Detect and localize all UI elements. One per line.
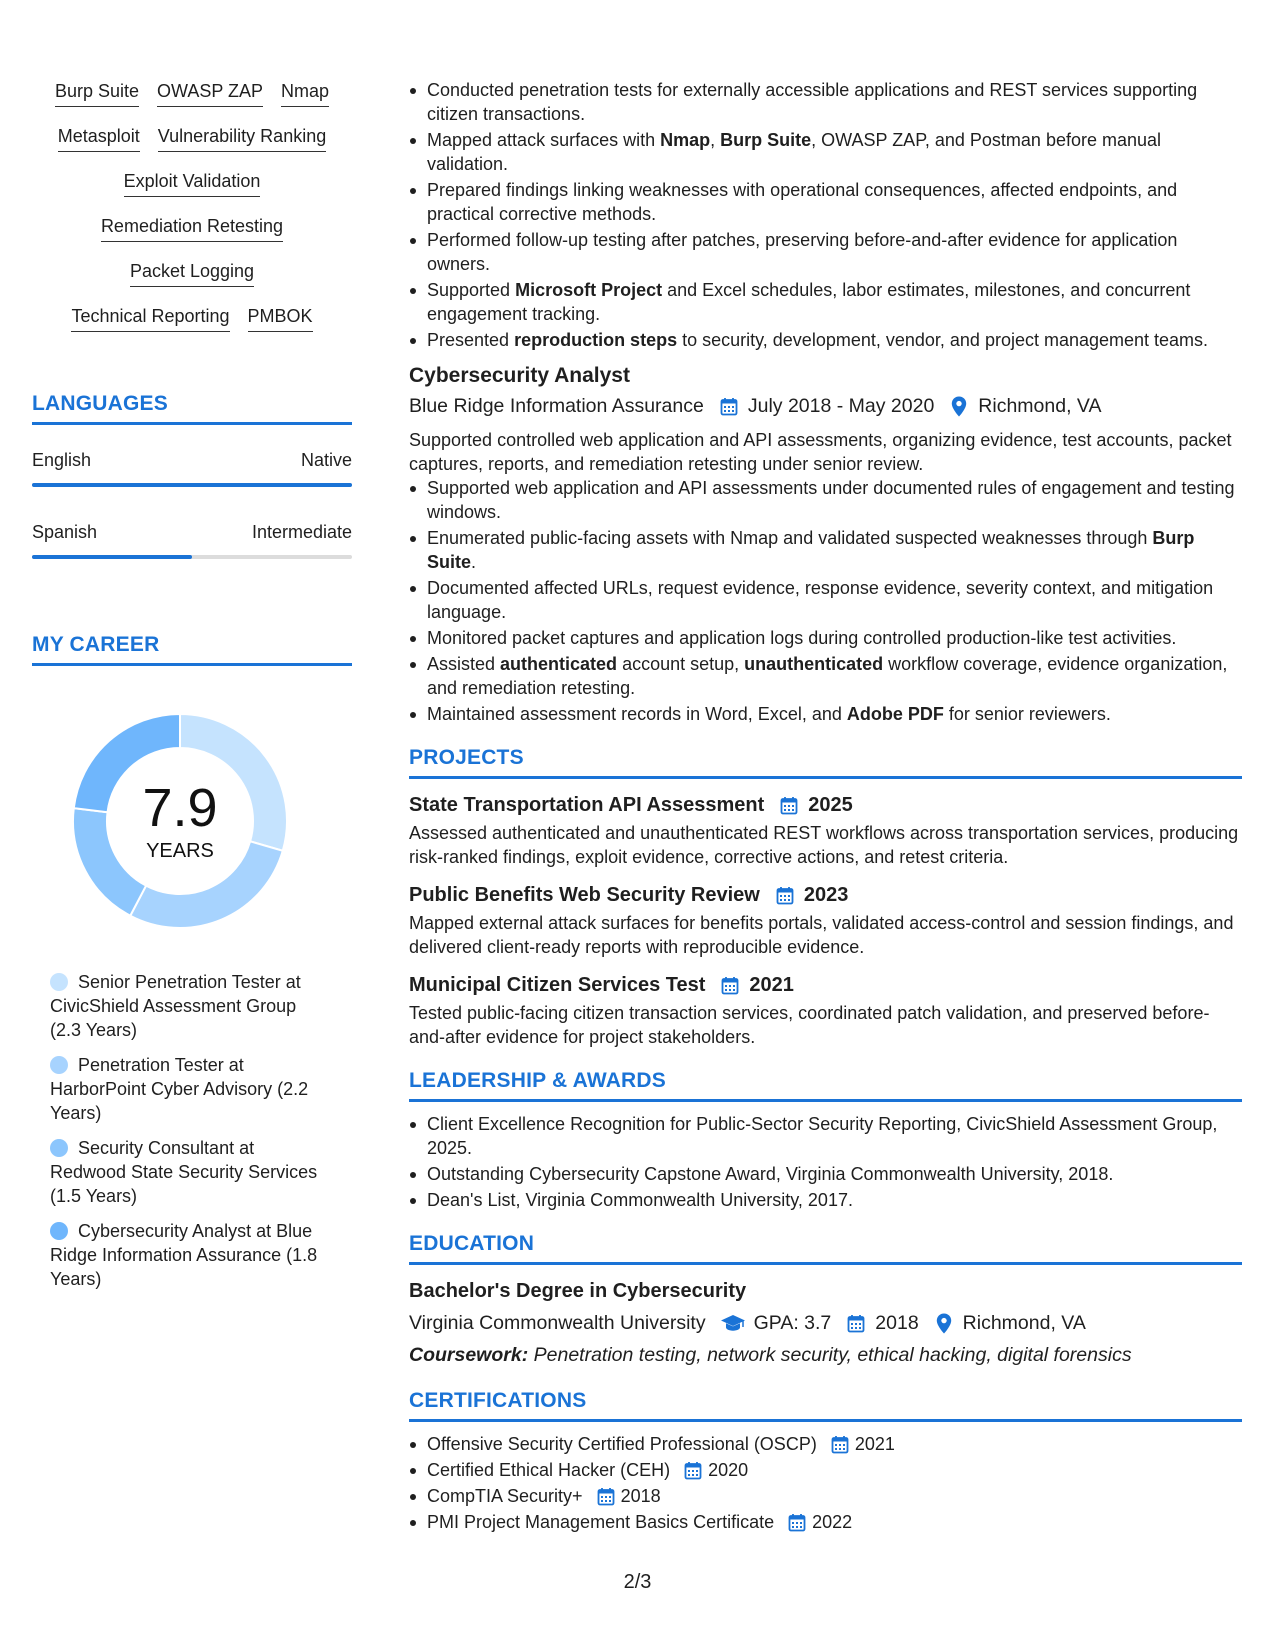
- coursework-text: Penetration testing, network security, ethical hacking, digital forensics: [533, 1344, 1132, 1366]
- education-location: Richmond, VA: [962, 1312, 1086, 1334]
- project-description: Assessed authenticated and unauthenticated REST workflows across transportation services, producing risk-ranked findings, exploit evidence, corrective actions, and retest criteria.: [409, 823, 1239, 867]
- skill-tag: PMBOK: [248, 305, 313, 332]
- calendar-icon: [682, 1459, 704, 1481]
- languages-section: [32, 392, 352, 559]
- certifications-section: [409, 1389, 1242, 1534]
- bullet-text: Presented: [427, 330, 515, 350]
- skill-tag: Exploit Validation: [124, 170, 261, 197]
- bullet-item: [409, 278, 1242, 326]
- career-legend-text: Penetration Tester at HarborPoint Cyber Advisory (2.2 Years): [50, 1055, 309, 1123]
- right-column: [409, 78, 1242, 1536]
- legend-dot: [50, 973, 68, 991]
- certification-name: Certified Ethical Hacker (CEH): [427, 1460, 671, 1480]
- bullet-text: Assisted: [427, 654, 501, 674]
- calendar-icon: [829, 1433, 851, 1455]
- skills-row: [32, 170, 352, 215]
- graduation-cap-icon: [720, 1312, 746, 1334]
- bullet-item: [409, 702, 1242, 726]
- bold-keyword: Microsoft Project: [515, 280, 663, 300]
- skill-tag: Nmap: [281, 80, 329, 107]
- career-legend-text: Security Consultant at Redwood State Security Services (1.5 Years): [50, 1138, 318, 1206]
- bullet-text: account setup,: [617, 654, 745, 674]
- job-location: Richmond, VA: [978, 395, 1102, 417]
- calendar-icon: [718, 395, 740, 417]
- career-legend-item: [50, 970, 320, 1042]
- skill-tag: Vulnerability Ranking: [158, 125, 326, 152]
- language-level: Native: [300, 450, 352, 470]
- legend-dot: [50, 1056, 68, 1074]
- location-pin-icon: [948, 395, 970, 417]
- project-title-row: [409, 791, 1242, 819]
- language-level-bar: [32, 483, 352, 487]
- coursework: [409, 1341, 1242, 1369]
- skill-tag: Technical Reporting: [71, 305, 229, 332]
- language-row: [32, 449, 352, 471]
- certifications-heading: CERTIFICATIONS: [409, 1389, 587, 1412]
- bold-keyword: authenticated: [500, 654, 618, 674]
- calendar-icon: [595, 1485, 617, 1507]
- bullet-text: ,: [710, 130, 721, 150]
- skill-tag: Metasploit: [58, 125, 140, 152]
- certification-year: 2022: [812, 1512, 853, 1532]
- language-level: Intermediate: [251, 522, 352, 542]
- bullet-text: Maintained assessment records in Word, Excel, and: [427, 704, 847, 724]
- career-legend-text: Cybersecurity Analyst at Blue Ridge Information Assurance (1.8 Years): [50, 1221, 318, 1289]
- bullet-item: [409, 328, 1242, 352]
- leadership-section: [409, 1069, 1242, 1212]
- bullet-text: Prepared findings linking weaknesses with operational consequences, affected endpoints, and practical corrective methods.: [427, 180, 1178, 224]
- bold-keyword: unauthenticated: [744, 654, 884, 674]
- left-column: [32, 80, 352, 1302]
- bold-keyword: reproduction steps: [514, 330, 678, 350]
- project-description: Tested public-facing citizen transaction services, coordinated patch validation, and preserved before-and-after evidence for project stakeholders.: [409, 1003, 1210, 1047]
- language-level-fill: [32, 483, 352, 487]
- skills-row: [32, 305, 352, 350]
- bullet-text: for senior reviewers.: [943, 704, 1111, 724]
- bullet-item: [409, 228, 1242, 276]
- award-item: Client Excellence Recognition for Public-Sector Security Reporting, CivicShield Assessment Group, 2025.: [409, 1112, 1242, 1160]
- skills-row: [32, 125, 352, 170]
- language-item: [32, 449, 352, 487]
- bullet-item: [409, 78, 1242, 126]
- language-name: Spanish: [32, 522, 98, 542]
- bullet-text: to security, development, vendor, and project management teams.: [677, 330, 1209, 350]
- bullet-text: .: [471, 552, 477, 572]
- certifications-list: [409, 1432, 1242, 1534]
- job-summary: Supported controlled web application and API assessments, organizing evidence, test accounts, packet captures, reports, and remediation retesting under senior review.: [409, 430, 1232, 474]
- languages-heading: LANGUAGES: [32, 392, 168, 415]
- section-rule: [32, 663, 352, 666]
- project-name: Municipal Citizen Services Test: [409, 974, 706, 996]
- job-dates: July 2018 - May 2020: [747, 395, 935, 417]
- certification-year: 2018: [620, 1486, 661, 1506]
- section-rule: [409, 1262, 1242, 1265]
- certification-name: CompTIA Security+: [427, 1486, 583, 1506]
- calendar-icon: [786, 1511, 808, 1533]
- bullet-item: [409, 128, 1242, 176]
- bullet-text: Monitored packet captures and application logs during controlled production-like test activities.: [427, 628, 1177, 648]
- project-name: Public Benefits Web Security Review: [409, 884, 760, 906]
- bullet-text: and Excel schedules, labor estimates, milestones, and concurrent engagement tracking.: [427, 280, 1191, 324]
- language-row: [32, 521, 352, 543]
- skill-tag: OWASP ZAP: [157, 80, 263, 107]
- project-year: 2023: [803, 884, 849, 906]
- project-title-row: [409, 881, 1242, 909]
- coursework-label: Coursework:: [409, 1344, 529, 1366]
- degree-title: Bachelor's Degree in Cybersecurity: [409, 1280, 747, 1302]
- legend-dot: [50, 1222, 68, 1240]
- project-year: 2025: [808, 794, 853, 816]
- legend-dot: [50, 1139, 68, 1157]
- bullet-text: Enumerated public-facing assets with Nmap and validated suspected weaknesses through: [427, 528, 1153, 548]
- bullet-text: Mapped attack surfaces with: [427, 130, 661, 150]
- bold-keyword: Burp Suite: [427, 528, 1195, 572]
- page-number: 2/3: [623, 1571, 652, 1593]
- bullet-item: [409, 476, 1242, 524]
- education-section: [409, 1232, 1242, 1369]
- calendar-icon: [719, 974, 741, 996]
- bullet-item: [409, 526, 1242, 574]
- section-rule: [409, 1099, 1242, 1102]
- skills-row: [32, 260, 352, 305]
- bullet-item: [409, 652, 1242, 700]
- leadership-list: [409, 1112, 1242, 1212]
- graduation-year: 2018: [875, 1312, 919, 1334]
- career-legend-text: Senior Penetration Tester at CivicShield Assessment Group (2.3 Years): [50, 972, 301, 1040]
- job-meta: [409, 392, 1242, 420]
- bold-keyword: Nmap: [660, 130, 711, 150]
- section-rule: [409, 1419, 1242, 1422]
- donut-center: [65, 706, 295, 936]
- leadership-heading: LEADERSHIP & AWARDS: [409, 1069, 666, 1092]
- bullet-item: [409, 178, 1242, 226]
- career-legend-item: [50, 1136, 320, 1208]
- total-years-unit: YEARS: [146, 839, 214, 862]
- skill-tag: Packet Logging: [130, 260, 254, 287]
- certification-name: PMI Project Management Basics Certificate: [427, 1512, 775, 1532]
- bold-keyword: Burp Suite: [720, 130, 812, 150]
- bullet-text: Supported: [427, 280, 516, 300]
- certification-item: [409, 1458, 1242, 1482]
- previous-job-bullets: [409, 78, 1242, 352]
- calendar-icon: [774, 884, 796, 906]
- certification-name: Offensive Security Certified Professional (OSCP): [427, 1434, 817, 1454]
- job-title: Cybersecurity Analyst: [409, 364, 630, 387]
- bullet-text: Supported web application and API assessments under documented rules of engagement and testing windows.: [427, 478, 1235, 522]
- bullet-item: [409, 576, 1242, 624]
- language-name: English: [32, 450, 92, 470]
- skills-row: [32, 215, 352, 260]
- language-item: [32, 521, 352, 559]
- calendar-icon: [845, 1312, 867, 1334]
- education-meta: [409, 1309, 1242, 1337]
- career-heading: MY CAREER: [32, 633, 160, 656]
- skill-tag: Remediation Retesting: [101, 215, 283, 242]
- career-legend: [50, 970, 320, 1291]
- skill-tag: Burp Suite: [55, 80, 139, 107]
- school-name: Virginia Commonwealth University: [409, 1312, 706, 1334]
- project-title-row: [409, 971, 1242, 999]
- bullet-item: [409, 626, 1242, 650]
- certification-item: [409, 1484, 1242, 1508]
- education-heading: EDUCATION: [409, 1232, 535, 1255]
- certification-year: 2020: [708, 1460, 749, 1480]
- award-item: Outstanding Cybersecurity Capstone Award, Virginia Commonwealth University, 2018.: [409, 1162, 1242, 1186]
- bullet-text: Performed follow-up testing after patches, preserving before-and-after evidence for application owners.: [427, 230, 1178, 274]
- skills-cloud: [32, 80, 352, 350]
- gpa: GPA: 3.7: [753, 1312, 832, 1334]
- projects-heading: PROJECTS: [409, 746, 524, 769]
- bullet-text: Conducted penetration tests for externally accessible applications and REST services supporting citizen transactions.: [427, 80, 1198, 124]
- job-bullets: [409, 476, 1242, 726]
- certification-item: [409, 1432, 1242, 1456]
- location-pin-icon: [933, 1312, 955, 1334]
- section-rule: [32, 422, 352, 425]
- bullet-text: , OWASP ZAP, and Postman before manual validation.: [427, 130, 1162, 174]
- language-level-fill: [32, 555, 192, 559]
- calendar-icon: [778, 794, 800, 816]
- certification-item: [409, 1510, 1242, 1534]
- career-legend-item: [50, 1219, 320, 1291]
- section-rule: [409, 776, 1242, 779]
- project-year: 2021: [749, 974, 794, 996]
- projects-section: [409, 746, 1242, 1049]
- career-section: [32, 633, 352, 1291]
- job-entry: [409, 362, 1242, 726]
- job-company: Blue Ridge Information Assurance: [409, 395, 704, 417]
- project-description: Mapped external attack surfaces for benefits portals, validated access-control and session findings, and delivered client-ready reports with reproducible evidence.: [409, 913, 1234, 957]
- career-legend-item: [50, 1053, 320, 1125]
- language-level-bar: [32, 555, 352, 559]
- career-donut-chart: [65, 706, 295, 936]
- award-item: Dean's List, Virginia Commonwealth University, 2017.: [409, 1188, 1242, 1212]
- bullet-text: Documented affected URLs, request evidence, response evidence, severity context, and mitigation language.: [427, 578, 1214, 622]
- total-years-value: 7.9: [142, 777, 218, 838]
- bold-keyword: Adobe PDF: [846, 704, 944, 724]
- project-name: State Transportation API Assessment: [409, 794, 765, 816]
- bullet-text: workflow coverage, evidence organization, and remediation retesting.: [427, 654, 1228, 698]
- certification-year: 2021: [854, 1434, 895, 1454]
- skills-row: [32, 80, 352, 125]
